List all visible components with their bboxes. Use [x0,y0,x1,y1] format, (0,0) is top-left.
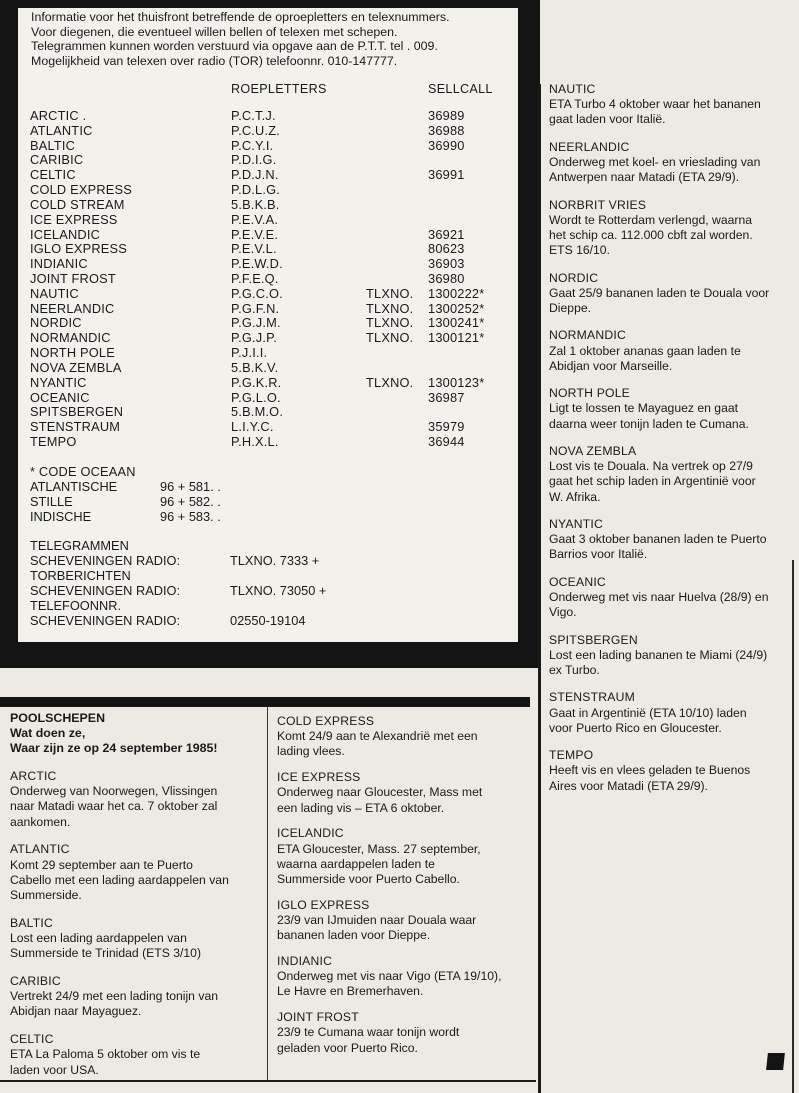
entry-text: naar Matadi waar het ca. 7 oktober zal [10,799,218,814]
ship-row [0,404,520,419]
section-bar [0,697,530,707]
entry-text: Vertrekt 24/9 met een lading tonijn van [10,989,218,1004]
ship-row [0,197,520,212]
ship-name: COLD EXPRESS [30,182,132,198]
entry-text: Lost vis te Douala. Na vertrek op 27/9 [549,459,753,474]
entry-title: NAUTIC [549,82,596,96]
sellcall-number: 36944 [428,434,465,450]
ship-entry [10,916,265,962]
entry-text: lading vlees. [277,744,345,759]
pool-subheading-1: Wat doen ze, [10,726,86,741]
ship-row [0,241,520,256]
entry-title: ICE EXPRESS [277,770,361,785]
ocean-name: INDISCHE [30,508,92,524]
sellcall-number: 35979 [428,419,465,435]
entry-text: aankomen. [10,814,71,829]
entry-text: Gaat in Argentinië (ETA 10/10) laden [549,705,747,720]
ship-name: NEERLANDIC [30,300,115,316]
entry-text: Lost een lading bananen te Miami (24/9) [549,647,768,662]
entry-text: Summerside voor Puerto Cabello. [277,872,460,886]
telecom-row [30,552,320,568]
sellcall-number: 1300121* [428,330,485,346]
ship-name: STENSTRAUM [30,419,121,435]
ship-row [0,108,520,123]
entry-title: IGLO EXPRESS [277,897,370,912]
call-sign: L.I.Y.C. [231,419,274,435]
call-sign: P.J.I.I. [231,345,268,361]
ship-entry [277,954,532,1000]
entry-text: Le Havre en Bremerhaven. [277,984,424,999]
ship-entry [10,769,265,830]
telecom-value: TLXNO. 7333 + [230,552,320,568]
entry-text: Antwerpen naar Matadi (ETA 29/9). [549,170,740,185]
ship-entry [549,444,799,505]
ship-name: NYANTIC [30,374,87,390]
telex-label: TLXNO. [366,330,414,346]
telecom-row [30,612,306,628]
entry-title: SPITSBERGEN [549,632,638,647]
entry-text: Vigo. [549,605,577,620]
ship-entry [277,1010,532,1056]
telecom-row [30,598,121,613]
call-sign: 5.B.K.B. [231,196,280,212]
sellcall-number: 36921 [428,226,465,242]
entry-title: COLD EXPRESS [277,714,375,728]
ship-row [0,419,520,434]
telecom-label: SCHEVENINGEN RADIO: [30,612,181,628]
ship-name: NORMANDIC [30,330,111,346]
ship-row [0,286,520,301]
intro-line-1: Informatie voor het thuisfront betreffende de oproepletters en telexnummers. [31,10,450,24]
entry-text: Abidjan voor Marseille. [549,358,673,373]
call-sign: P.E.V.A. [231,211,279,227]
ship-entry [10,842,265,903]
entry-title: NEERLANDIC [549,139,630,154]
entry-text: Ligt te lossen te Mayaguez en gaat [549,401,739,416]
ocean-name: ATLANTISCHE [30,479,118,494]
entry-title: NORDIC [549,270,599,285]
entry-title: ARCTIC [10,769,57,783]
call-sign: P.D.I.G. [231,152,277,168]
entry-text: het schip ca. 112.000 cbft zal worden. [549,228,753,242]
entry-title: CARIBIC [10,974,61,988]
ship-entry [549,82,799,128]
entry-text: geladen voor Puerto Rico. [277,1040,418,1055]
sellcall-number: 36980 [428,271,465,287]
entry-text: laden voor USA. [10,1062,99,1077]
entry-text: Onderweg met koel- en vrieslading van [549,155,761,169]
telecom-row [30,568,131,583]
entry-text: Gaat 25/9 bananen laden te Douala voor [549,285,770,300]
ocean-name: STILLE [30,493,73,509]
ship-entry [549,575,799,621]
call-sign: 5.B.K.V. [231,359,279,375]
pool-heading-block [10,711,218,757]
entry-title: ATLANTIC [10,842,70,857]
ship-row [0,152,520,167]
ship-name: INDIANIC [30,256,88,272]
entry-text: 23/9 te Cumana waar tonijn wordt [277,1025,460,1040]
ship-name: COLD STREAM [30,196,125,212]
telex-label: TLXNO. [366,315,414,331]
ocean-code: 96 + 581. . [160,479,221,494]
ship-name: ICELANDIC [30,226,101,242]
entry-text: ETA La Paloma 5 oktober om vis te [10,1047,201,1062]
entry-text: ex Turbo. [549,663,600,677]
entry-text: Onderweg van Noorwegen, Vlissingen [10,784,218,799]
ship-row [0,390,520,405]
entry-title: JOINT FROST [277,1010,359,1025]
column-rule [538,84,541,1093]
entry-text: Komt 29 september aan te Puerto [10,857,193,872]
call-sign: P.C.U.Z. [231,122,281,138]
telecom-label: TORBERICHTEN [30,567,131,583]
telecom-label: SCHEVENINGEN RADIO: [30,552,181,568]
entry-title: NORBRIT VRIES [549,197,647,212]
entry-title: NORMANDIC [549,328,626,343]
entry-text: W. Afrika. [549,489,601,504]
entry-text: daarna weer tonijn laden te Cumana. [549,416,749,431]
call-sign: P.C.T.J. [231,108,276,123]
ship-name: CELTIC [30,167,76,183]
entry-text: bananen laden voor Dieppe. [277,928,431,943]
call-sign: P.G.J.P. [231,330,277,346]
entry-title: TEMPO [549,748,594,763]
telecom-label: SCHEVENINGEN RADIO: [30,582,181,598]
sellcall-number: 1300123* [428,374,485,390]
ship-row [0,345,520,360]
bottom-rule [0,1080,536,1082]
sellcall-number: 36989 [428,108,465,123]
telecom-label: TELEFOONNR. [30,597,122,613]
telecom-row [30,582,327,598]
sellcall-number: 1300252* [428,300,485,316]
ocean-code: 96 + 583. . [160,508,221,524]
pool-subheading-2: Waar zijn ze op 24 september 1985! [10,741,218,756]
ship-row [0,375,520,390]
entry-text: Aires voor Matadi (ETA 29/9). [549,778,708,793]
entry-text: Summerside te Trinidad (ETS 3/10) [10,946,202,961]
ship-entry [549,198,799,259]
ship-entry [549,690,799,736]
entry-text: Onderweg naar Gloucester, Mass met [277,785,483,800]
entry-text: ETA Gloucester, Mass. 27 september, [277,841,481,856]
entry-text: 23/9 van IJmuiden naar Douala waar [277,913,477,927]
entry-text: een lading vis – ETA 6 oktober. [277,800,445,815]
entry-title: INDIANIC [277,954,333,968]
entry-text: Cabello met een lading aardappelen van [10,872,229,887]
ship-name: ICE EXPRESS [30,211,118,227]
entry-title: CELTIC [10,1032,54,1047]
ship-row [0,227,520,242]
sellcall-number: 36991 [428,167,465,183]
ship-name: NOVA ZEMBLA [30,359,122,375]
sellcall-number: 36990 [428,137,465,153]
entry-text: Abidjan naar Mayaguez. [10,1004,142,1019]
telex-label: TLXNO. [366,374,414,390]
entry-text: Lost een lading aardappelen van [10,931,187,945]
call-sign: P.G.F.N. [231,300,280,316]
entry-title: OCEANIC [549,574,606,589]
ship-name: ATLANTIC [30,122,93,138]
entry-title: NYANTIC [549,517,603,531]
ship-entry [277,714,532,760]
entry-text: voor Puerto Rico en Gloucester. [549,720,722,735]
ship-name: NORTH POLE [30,345,115,361]
entry-text: gaat laden voor Italië. [549,112,666,127]
sellcall-number: 36903 [428,256,465,272]
telecom-row [30,538,129,553]
call-sign: P.D.J.N. [231,167,279,183]
entry-text: Onderweg met vis naar Vigo (ETA 19/10), [277,969,502,984]
ship-entry [277,826,532,887]
column-divider [267,707,268,1080]
telecom-value: TLXNO. 73050 + [230,582,327,598]
call-sign: P.E.V.E. [231,226,279,242]
entry-text: gaat het schip laden in Argentinië voor [549,474,756,489]
sellcall-number: 1300241* [428,315,485,331]
entry-text: ETS 16/10. [549,243,610,258]
intro-line-2: Voor diegenen, die eventueel willen bellen of telexen met schepen. [31,24,398,39]
call-sign: P.G.L.O. [231,389,281,405]
ship-row [0,330,520,345]
ship-name: IGLO EXPRESS [30,241,127,257]
telex-label: TLXNO. [366,300,414,316]
entry-text: Zal 1 oktober ananas gaan laden te [549,343,741,358]
column-header-sellcall: SELLCALL [428,82,493,96]
telecom-label: TELEGRAMMEN [30,538,129,553]
ship-entry [549,386,799,432]
ship-row [0,138,520,153]
entry-text: Heeft vis en vlees geladen te Buenos [549,763,751,778]
ship-name: ARCTIC . [30,108,87,123]
intro-line-3: Telegrammen kunnen worden verstuurd via opgave aan de P.T.T. tel . 009. [31,39,438,53]
entry-text: Gaat 3 oktober bananen laden te Puerto [549,532,767,547]
intro-line-4: Mogelijkheid van telexen over radio (TOR) telefoonnr. 010-147777. [31,53,398,68]
ship-entry [549,328,799,374]
entry-text: Dieppe. [549,301,592,315]
pool-heading: POOLSCHEPEN [10,711,106,725]
ship-entry [549,633,799,679]
ship-row [0,434,520,449]
ship-row [0,123,520,138]
sellcall-number: 36988 [428,122,465,138]
ship-name: NAUTIC [30,285,79,301]
telex-label: TLXNO. [366,285,414,301]
sellcall-number: 80623 [428,241,465,257]
call-sign: P.G.C.O. [231,285,283,301]
entry-title: BALTIC [10,915,53,930]
ship-row [0,360,520,375]
ship-name: BALTIC [30,137,76,153]
ship-row [0,212,520,227]
ship-entry [549,140,799,186]
call-sign: P.E.V.L. [231,241,277,257]
call-sign: P.G.J.M. [231,315,281,331]
ship-entry [277,898,532,944]
ship-entry [549,748,799,794]
entry-text: Wordt te Rotterdam verlengd, waarna [549,212,752,227]
entry-text: ETA Turbo 4 oktober waar het bananen [549,97,761,112]
entry-title: STENSTRAUM [549,690,635,705]
ship-row [0,167,520,182]
call-sign: 5.B.M.O. [231,404,284,420]
entry-title: NORTH POLE [549,386,631,401]
ship-name: CARIBIC [30,152,84,168]
ship-row [0,315,520,330]
entry-text: Barrios voor Italië. [549,547,648,562]
ship-row [0,271,520,286]
call-sign: P.G.K.R. [231,374,282,390]
ship-entry [549,271,799,317]
end-of-article-mark [766,1053,785,1070]
call-sign: P.F.E.Q. [231,271,279,287]
telecom-value: 02550-19104 [230,612,306,628]
entry-text: Summerside. [10,888,82,902]
column-header-roepletters: ROEPLETTERS [231,82,327,96]
ship-name: OCEANIC [30,389,90,405]
ship-entry [10,974,265,1020]
entry-title: NOVA ZEMBLA [549,444,637,458]
ship-name: TEMPO [30,434,77,450]
ship-name: JOINT FROST [30,271,116,287]
call-sign: P.H.X.L. [231,434,279,450]
ship-row [0,256,520,271]
ocean-code: 96 + 582. . [160,493,221,509]
call-sign: P.D.L.G. [231,182,281,198]
ship-entry [277,770,532,816]
call-sign: P.C.Y.I. [231,137,274,153]
entry-text: Komt 24/9 aan te Alexandrië met een [277,729,478,744]
ship-name: NORDIC [30,315,82,331]
ship-entry [10,1032,265,1078]
ship-entry [549,517,799,563]
code-title: * CODE OCEAAN [30,464,136,479]
entry-text: waarna aardappelen laden te [277,856,435,871]
entry-text: Onderweg met vis naar Huelva (28/9) en [549,590,769,604]
sellcall-number: 1300222* [428,285,485,301]
ship-row [0,182,520,197]
call-sign: P.E.W.D. [231,256,283,272]
sellcall-number: 36987 [428,389,465,405]
ship-name: SPITSBERGEN [30,404,124,420]
ship-row [0,301,520,316]
entry-title: ICELANDIC [277,826,344,841]
